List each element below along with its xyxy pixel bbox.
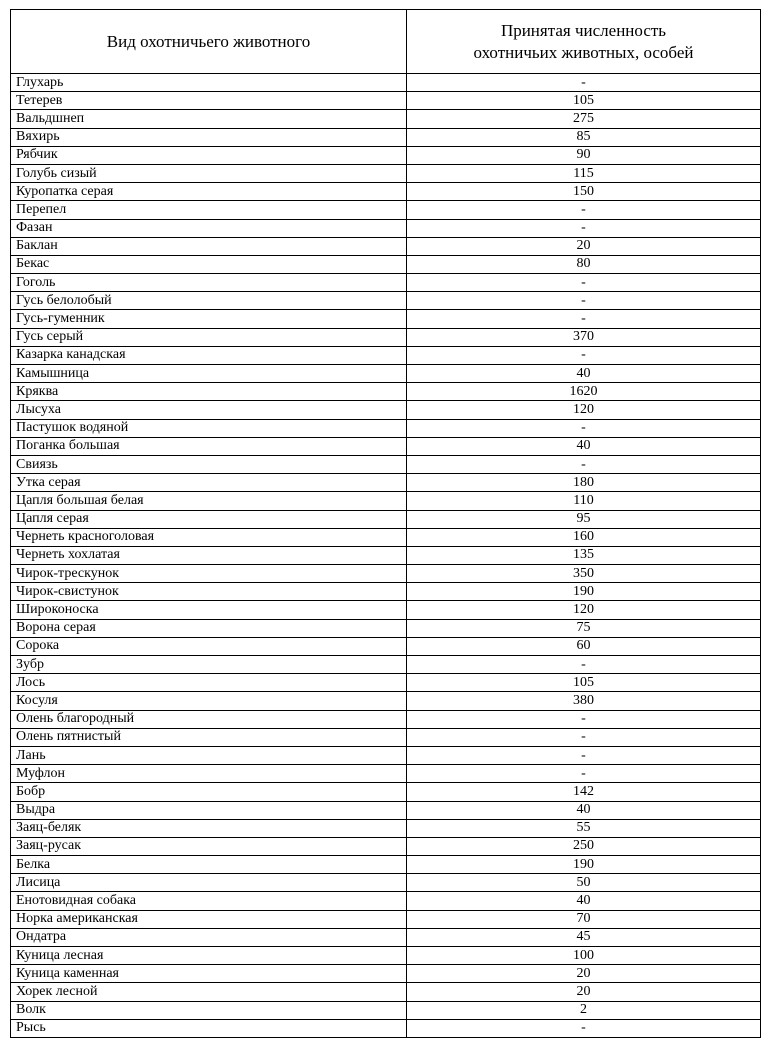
species-cell: Тетерев	[11, 92, 407, 110]
table-row	[11, 947, 761, 965]
table-row	[11, 583, 761, 601]
species-cell: Зубр	[11, 656, 407, 674]
count-cell: 142	[407, 783, 761, 801]
count-cell: 2	[407, 1001, 761, 1019]
table-row	[11, 801, 761, 819]
header-row	[11, 10, 761, 74]
species-cell: Свиязь	[11, 455, 407, 473]
species-cell: Чернеть красноголовая	[11, 528, 407, 546]
species-cell: Ондатра	[11, 928, 407, 946]
count-cell: 250	[407, 837, 761, 855]
count-cell: 150	[407, 183, 761, 201]
species-cell: Выдра	[11, 801, 407, 819]
count-cell: 60	[407, 637, 761, 655]
count-cell: 40	[407, 801, 761, 819]
species-cell: Рябчик	[11, 146, 407, 164]
count-cell: 120	[407, 401, 761, 419]
table-row	[11, 492, 761, 510]
table-row	[11, 528, 761, 546]
table-row	[11, 310, 761, 328]
species-cell: Куница лесная	[11, 947, 407, 965]
table-row	[11, 656, 761, 674]
species-cell: Лисица	[11, 874, 407, 892]
count-cell: -	[407, 765, 761, 783]
count-cell: 1620	[407, 383, 761, 401]
count-cell: 90	[407, 146, 761, 164]
species-cell: Олень благородный	[11, 710, 407, 728]
table-row	[11, 965, 761, 983]
table-row	[11, 910, 761, 928]
species-cell: Цапля серая	[11, 510, 407, 528]
table-row	[11, 983, 761, 1001]
table-row	[11, 619, 761, 637]
count-cell: 40	[407, 892, 761, 910]
count-cell: 110	[407, 492, 761, 510]
species-cell: Вяхирь	[11, 128, 407, 146]
header-count	[407, 10, 761, 74]
count-cell: 95	[407, 510, 761, 528]
species-cell: Бобр	[11, 783, 407, 801]
count-cell: -	[407, 310, 761, 328]
count-cell: 105	[407, 674, 761, 692]
table-row	[11, 74, 761, 92]
species-cell: Поганка большая	[11, 437, 407, 455]
table-row	[11, 728, 761, 746]
count-cell: 180	[407, 474, 761, 492]
count-cell: -	[407, 346, 761, 364]
species-cell: Гусь-гуменник	[11, 310, 407, 328]
table-row	[11, 237, 761, 255]
table-row	[11, 710, 761, 728]
species-cell: Норка американская	[11, 910, 407, 928]
table-row	[11, 765, 761, 783]
species-cell: Рысь	[11, 1019, 407, 1037]
count-cell: 40	[407, 365, 761, 383]
count-cell: 20	[407, 965, 761, 983]
table-row	[11, 546, 761, 564]
count-cell: 40	[407, 437, 761, 455]
table-row	[11, 292, 761, 310]
species-cell: Лань	[11, 746, 407, 764]
species-cell: Олень пятнистый	[11, 728, 407, 746]
table-row	[11, 346, 761, 364]
table-row	[11, 164, 761, 182]
species-cell: Бекас	[11, 255, 407, 273]
table-body	[11, 74, 761, 1038]
species-cell: Пастушок водяной	[11, 419, 407, 437]
table-row	[11, 92, 761, 110]
species-cell: Глухарь	[11, 74, 407, 92]
count-cell: 350	[407, 565, 761, 583]
species-cell: Косуля	[11, 692, 407, 710]
species-cell: Ворона серая	[11, 619, 407, 637]
table-row	[11, 401, 761, 419]
count-cell: 370	[407, 328, 761, 346]
species-cell: Утка серая	[11, 474, 407, 492]
table-row	[11, 928, 761, 946]
table-row	[11, 274, 761, 292]
table-row	[11, 1019, 761, 1037]
count-cell: 85	[407, 128, 761, 146]
table-row	[11, 455, 761, 473]
table-row	[11, 255, 761, 273]
species-cell: Муфлон	[11, 765, 407, 783]
count-cell: 20	[407, 237, 761, 255]
species-cell: Баклан	[11, 237, 407, 255]
table-row	[11, 183, 761, 201]
species-cell: Голубь сизый	[11, 164, 407, 182]
table-row	[11, 874, 761, 892]
table-row	[11, 692, 761, 710]
header-count-line2: охотничьих животных, особей	[473, 42, 694, 62]
species-cell: Белка	[11, 856, 407, 874]
species-cell: Куница каменная	[11, 965, 407, 983]
count-cell: 160	[407, 528, 761, 546]
table-row	[11, 201, 761, 219]
count-cell: -	[407, 656, 761, 674]
species-cell: Заяц-беляк	[11, 819, 407, 837]
count-cell: 45	[407, 928, 761, 946]
table-row	[11, 510, 761, 528]
count-cell: 380	[407, 692, 761, 710]
header-count-line1: Принятая численность	[500, 20, 667, 40]
table-row	[11, 601, 761, 619]
count-cell: -	[407, 219, 761, 237]
count-cell: -	[407, 1019, 761, 1037]
species-cell: Сорока	[11, 637, 407, 655]
species-cell: Кряква	[11, 383, 407, 401]
species-cell: Казарка канадская	[11, 346, 407, 364]
table-row	[11, 474, 761, 492]
species-cell: Фазан	[11, 219, 407, 237]
species-cell: Заяц-русак	[11, 837, 407, 855]
count-cell: -	[407, 274, 761, 292]
count-cell: -	[407, 710, 761, 728]
count-cell: 55	[407, 819, 761, 837]
species-cell: Гусь белолобый	[11, 292, 407, 310]
species-cell: Чирок-трескунок	[11, 565, 407, 583]
species-cell: Лось	[11, 674, 407, 692]
count-cell: 80	[407, 255, 761, 273]
species-cell: Чернеть хохлатая	[11, 546, 407, 564]
species-cell: Волк	[11, 1001, 407, 1019]
table-row	[11, 746, 761, 764]
table-row	[11, 674, 761, 692]
count-cell: -	[407, 201, 761, 219]
count-cell: 20	[407, 983, 761, 1001]
table-row	[11, 783, 761, 801]
count-cell: 105	[407, 92, 761, 110]
species-cell: Вальдшнеп	[11, 110, 407, 128]
table-row	[11, 110, 761, 128]
table-row	[11, 219, 761, 237]
hunting-animals-table	[10, 9, 761, 1038]
table-row	[11, 128, 761, 146]
table-row	[11, 892, 761, 910]
table-row	[11, 837, 761, 855]
species-cell: Цапля большая белая	[11, 492, 407, 510]
count-cell: 190	[407, 583, 761, 601]
table-row	[11, 637, 761, 655]
table-row	[11, 819, 761, 837]
count-cell: -	[407, 292, 761, 310]
table-row	[11, 383, 761, 401]
count-cell: -	[407, 74, 761, 92]
species-cell: Гусь серый	[11, 328, 407, 346]
table-row	[11, 419, 761, 437]
species-cell: Гоголь	[11, 274, 407, 292]
table-row	[11, 856, 761, 874]
species-cell: Камышница	[11, 365, 407, 383]
table-row	[11, 1001, 761, 1019]
count-cell: 120	[407, 601, 761, 619]
table-row	[11, 565, 761, 583]
table-row	[11, 146, 761, 164]
species-cell: Лысуха	[11, 401, 407, 419]
count-cell: -	[407, 455, 761, 473]
species-cell: Широконоска	[11, 601, 407, 619]
count-cell: 115	[407, 164, 761, 182]
count-cell: 135	[407, 546, 761, 564]
count-cell: 275	[407, 110, 761, 128]
count-cell: 100	[407, 947, 761, 965]
count-cell: 50	[407, 874, 761, 892]
table-header	[11, 10, 761, 74]
table-row	[11, 328, 761, 346]
count-cell: 190	[407, 856, 761, 874]
species-cell: Перепел	[11, 201, 407, 219]
count-cell: 70	[407, 910, 761, 928]
count-cell: -	[407, 419, 761, 437]
species-cell: Куропатка серая	[11, 183, 407, 201]
count-cell: 75	[407, 619, 761, 637]
header-species: Вид охотничьего животного	[11, 10, 407, 74]
species-cell: Енотовидная собака	[11, 892, 407, 910]
species-cell: Хорек лесной	[11, 983, 407, 1001]
table-row	[11, 365, 761, 383]
species-cell: Чирок-свистунок	[11, 583, 407, 601]
count-cell: -	[407, 728, 761, 746]
count-cell: -	[407, 746, 761, 764]
table-row	[11, 437, 761, 455]
